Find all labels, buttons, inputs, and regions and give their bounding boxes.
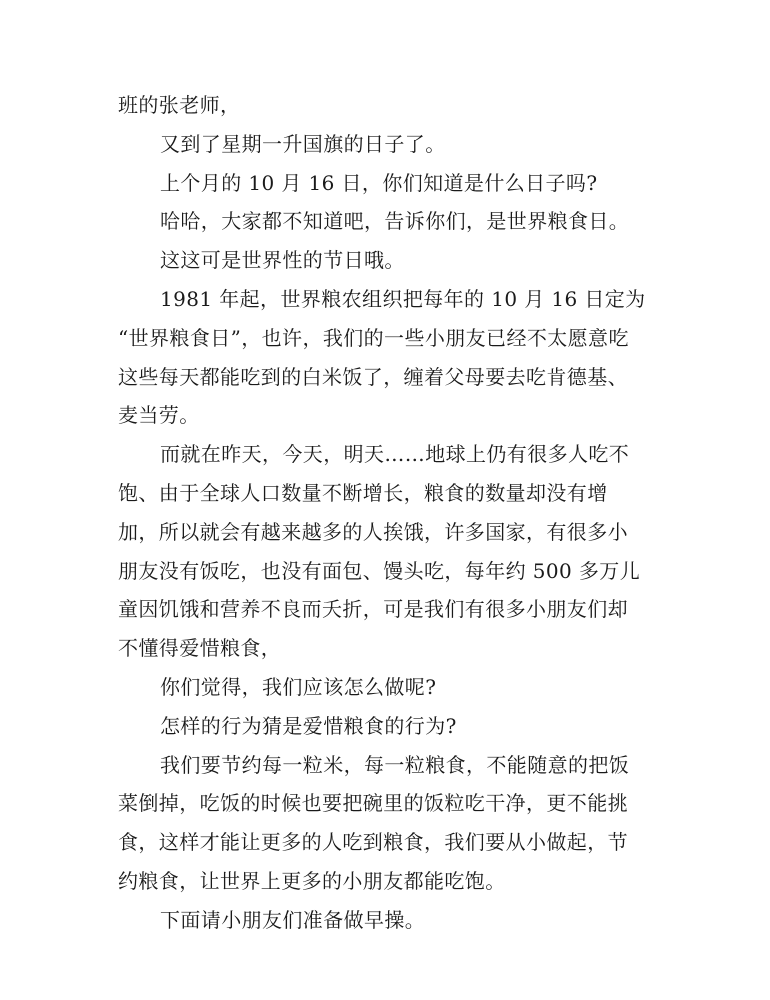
text-line: 上个月的 10 月 16 日，你们知道是什么日子吗? [160, 170, 598, 195]
text-line: 不懂得爱惜粮食， [118, 636, 282, 661]
text-line: 加，所以就会有越来越多的人挨饿，许多国家，有很多小 [118, 519, 628, 544]
text-line: 朋友没有饭吃，也没有面包、馒头吃，每年约 500 多万儿 [118, 558, 641, 583]
text-line: 菜倒掉，吃饭的时候也要把碗里的饭粒吃干净，更不能挑 [118, 791, 628, 816]
speech-text-body [118, 86, 648, 940]
text-line: 这些每天都能吃到的白米饭了，缠着父母要去吃肯德基、 [118, 364, 628, 389]
text-line: 怎样的行为猜是爱惜粮食的行为? [160, 713, 457, 738]
text-line: 1981 年起，世界粮农组织把每年的 10 月 16 日定为 [160, 286, 646, 311]
text-line: 童因饥饿和营养不良而夭折，可是我们有很多小朋友们却 [118, 597, 628, 622]
text-line: 班的张老师， [118, 93, 241, 117]
text-line: 你们觉得，我们应该怎么做呢? [160, 674, 437, 699]
text-line: “世界粮食日”，也许，我们的一些小朋友已经不太愿意吃 [118, 325, 629, 350]
text-line: 这这可是世界性的节日哦。 [160, 248, 405, 273]
text-line: 下面请小朋友们准备做早操。 [160, 907, 426, 932]
text-line: 麦当劳。 [118, 403, 200, 428]
text-line: 哈哈，大家都不知道吧，告诉你们，是世界粮食日。 [160, 209, 630, 234]
text-line: 约粮食，让世界上更多的小朋友都能吃饱。 [118, 868, 506, 893]
text-line: 而就在昨天，今天，明天……地球上仍有很多人吃不 [160, 442, 630, 467]
text-line: 饱、由于全球人口数量不断增长，粮食的数量却没有增 [118, 480, 608, 505]
text-line: 我们要节约每一粒米，每一粒粮食，不能随意的把饭 [160, 752, 630, 777]
text-line: 又到了星期一升国旗的日子了。 [160, 131, 446, 156]
text-line: 食，这样才能让更多的人吃到粮食，我们要从小做起，节 [118, 830, 628, 855]
